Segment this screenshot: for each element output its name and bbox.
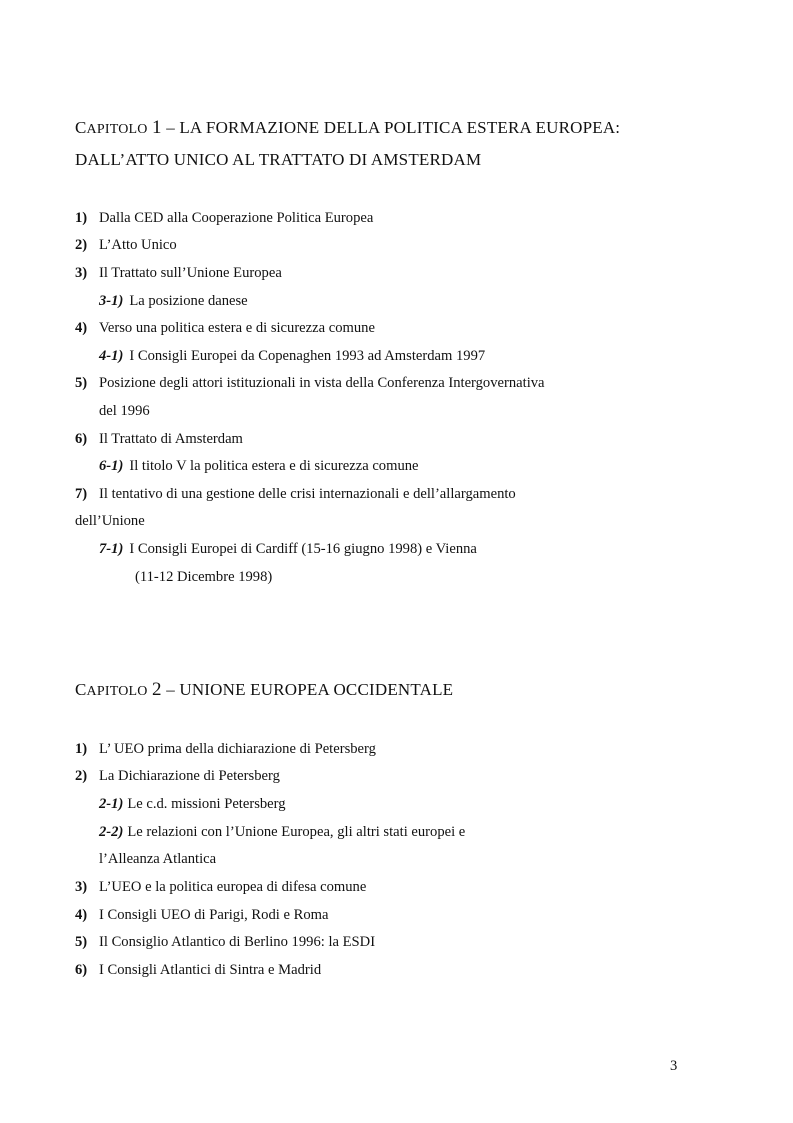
- toc-subitem-text: Le relazioni con l’Unione Europea, gli altri stati europei e: [127, 824, 466, 840]
- toc-item: [75, 740, 376, 758]
- toc-subitem-text: Le c.d. missioni Petersberg: [127, 796, 286, 812]
- toc-item-number: 4): [75, 320, 88, 336]
- toc-subitem-text: La posizione danese: [129, 293, 248, 309]
- toc-item-text: L’ UEO prima della dichiarazione di Petersberg: [99, 741, 376, 757]
- toc-item-number: 1): [75, 210, 88, 226]
- toc-item: [75, 878, 366, 896]
- toc-subitem-text: I Consigli Europei da Copenaghen 1993 ad Amsterdam 1997: [129, 348, 486, 364]
- toc-item-continuation: dell’Unione: [75, 513, 145, 529]
- toc-item-number: 5): [75, 375, 88, 391]
- chapter2-heading-number: 2: [152, 679, 162, 700]
- toc-subitem: [99, 795, 286, 813]
- toc-item-number: 1): [75, 741, 88, 757]
- chapter1-heading-line2: DALL’ATTO UNICO AL TRATTATO DI AMSTERDAM: [75, 150, 482, 169]
- chapter2-heading-cap: C: [75, 680, 87, 699]
- chapter2-heading-title: – UNIONE EUROPEA OCCIDENTALE: [166, 680, 454, 699]
- toc-subitem: [99, 292, 248, 310]
- toc-subitem: [99, 823, 465, 841]
- toc-item: [75, 485, 516, 503]
- toc-subitem-continuation: l’Alleanza Atlantica: [99, 851, 217, 867]
- toc-item-text: Il Trattato sull’Unione Europea: [99, 265, 282, 281]
- toc-subitem-number: 2-2): [99, 824, 124, 840]
- toc-item-text: Il Consiglio Atlantico di Berlino 1996: la ESDI: [99, 934, 376, 950]
- chapter1-heading-number: 1: [152, 117, 162, 138]
- toc-subitem-continuation: (11-12 Dicembre 1998): [135, 569, 273, 585]
- toc-item-number: 2): [75, 237, 88, 253]
- toc-item-text: Verso una politica estera e di sicurezza comune: [99, 320, 375, 336]
- toc-item-number: 6): [75, 962, 88, 978]
- toc-item-text: I Consigli UEO di Parigi, Rodi e Roma: [99, 907, 329, 923]
- toc-item-number: 3): [75, 879, 88, 895]
- toc-item-number: 2): [75, 768, 88, 784]
- toc-subitem: [99, 540, 477, 558]
- chapter2-heading: [75, 679, 453, 701]
- toc-item-continuation: del 1996: [99, 403, 150, 419]
- toc-item-number: 6): [75, 431, 88, 447]
- toc-subitem-number: 2-1): [99, 796, 124, 812]
- toc-item: [75, 264, 282, 282]
- toc-item: [75, 767, 280, 785]
- toc-item: [75, 209, 373, 227]
- toc-item-number: 5): [75, 934, 88, 950]
- toc-subitem-number: 3-1): [99, 293, 124, 309]
- toc-item-text: Il Trattato di Amsterdam: [99, 431, 243, 447]
- toc-subitem: [99, 347, 485, 365]
- toc-item: [75, 961, 321, 979]
- toc-item-text: La Dichiarazione di Petersberg: [99, 768, 280, 784]
- toc-item: [75, 430, 243, 448]
- chapter1-heading-title: – LA FORMAZIONE DELLA POLITICA ESTERA EUROPEA:: [166, 118, 621, 137]
- toc-item-text: Dalla CED alla Cooperazione Politica Europea: [99, 210, 374, 226]
- toc-item-number: 7): [75, 486, 88, 502]
- toc-item: [75, 906, 328, 924]
- chapter1-heading-cap: C: [75, 118, 87, 137]
- toc-subitem: [99, 457, 419, 475]
- toc-item-text: Posizione degli attori istituzionali in vista della Conferenza Intergovernativa: [99, 375, 545, 391]
- toc-item: [75, 319, 375, 337]
- toc-item-text: I Consigli Atlantici di Sintra e Madrid: [99, 962, 322, 978]
- toc-item-number: 4): [75, 907, 88, 923]
- chapter1-heading-line1: [75, 117, 620, 139]
- toc-item-text: Il tentativo di una gestione delle crisi internazionali e dell’allargamento: [99, 486, 516, 502]
- toc-item: [75, 374, 545, 392]
- toc-item-text: L’Atto Unico: [99, 237, 177, 253]
- toc-subitem-number: 4-1): [99, 348, 124, 364]
- chapter2-heading-smallcaps: APITOLO: [86, 684, 148, 699]
- toc-item-number: 3): [75, 265, 88, 281]
- page-number: 3: [670, 1058, 678, 1074]
- toc-item: [75, 933, 375, 951]
- toc-subitem-text: Il titolo V la politica estera e di sicurezza comune: [129, 458, 419, 474]
- toc-subitem-number: 6-1): [99, 458, 124, 474]
- toc-subitem-number: 7-1): [99, 541, 124, 557]
- toc-subitem-text: I Consigli Europei di Cardiff (15-16 giugno 1998) e Vienna: [129, 541, 477, 557]
- toc-item: [75, 236, 177, 254]
- chapter1-heading-smallcaps: APITOLO: [86, 122, 148, 137]
- toc-item-text: L’UEO e la politica europea di difesa comune: [99, 879, 367, 895]
